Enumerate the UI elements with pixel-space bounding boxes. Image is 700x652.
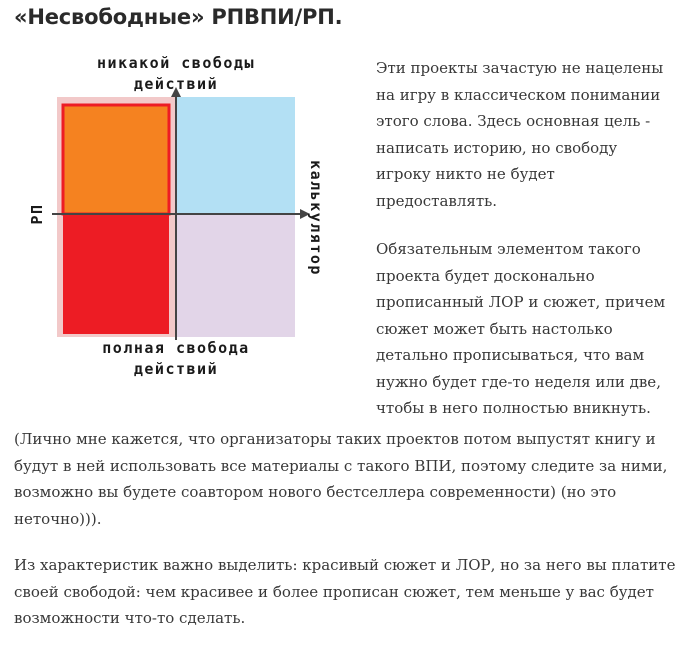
- freedom-diagram: [0, 0, 343, 400]
- bottom-axis-label: [76, 338, 276, 380]
- body-paragraph: (Лично мне кажется, что организаторы таких проектов потом выпустят книгу и будут в ней использовать все материалы с такого ВПИ, поэтому следите за ними, возможно вы будете соавтором нового бестселлера современности) (но это неточно))).: [14, 430, 668, 528]
- top-label-line2: действий: [133, 75, 219, 93]
- quadrant-bottom-right: [175, 214, 295, 337]
- bottom-label-line2: действий: [133, 360, 219, 378]
- page-title: «Несвободные» РПВПИ/РП.: [14, 5, 343, 29]
- right-axis-label: калькулятор: [307, 160, 325, 276]
- quadrant-top-left: [63, 105, 169, 214]
- bottom-label-line1: полная свобода: [102, 339, 250, 357]
- side-text: [376, 55, 676, 444]
- quadrant-bottom-left: [63, 214, 169, 334]
- top-label-line1: никакой свободы: [97, 54, 255, 72]
- top-axis-label: [76, 53, 276, 95]
- left-axis-label: РП: [28, 203, 46, 225]
- body-text: [14, 426, 686, 652]
- quadrant-top-right: [175, 97, 295, 214]
- body-paragraph: Из характеристик важно выделить: красивый сюжет и ЛОР, но за него вы платите своей свободой: чем красивее и более прописан сюжет, тем меньше у вас будет возможности что-то сделать.: [14, 556, 676, 627]
- side-paragraph: Эти проекты зачастую не нацелены на игру в классическом понимании этого слова. Здесь основная цель - написать историю, но свободу игроку никто не будет предоставлять.: [376, 59, 664, 210]
- side-paragraph: Обязательным элементом такого проекта будет досконально прописанный ЛОР и сюжет, причем сюжет может быть настолько детально прописываться, что вам нужно будет где-то неделя или две, чтобы в него полностью вникнуть.: [376, 240, 666, 417]
